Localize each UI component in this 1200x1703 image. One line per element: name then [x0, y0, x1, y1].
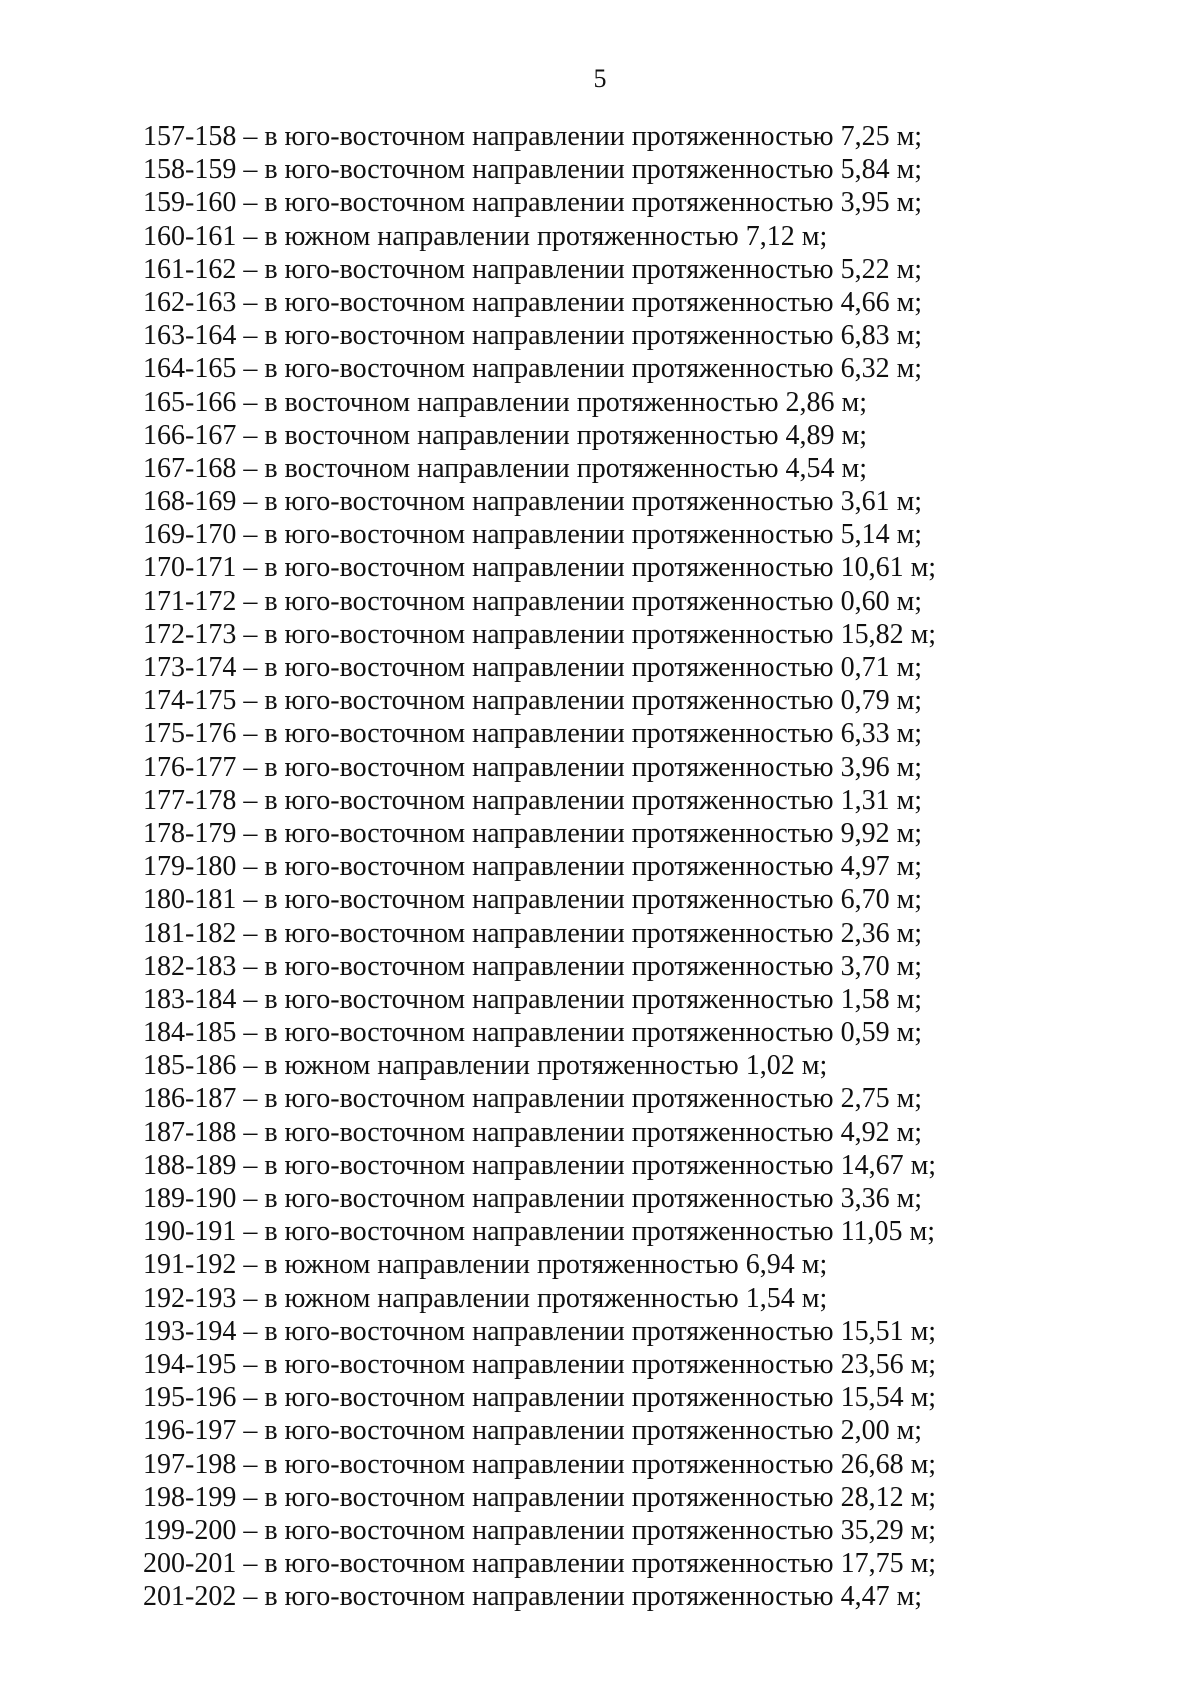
segment-line: 199-200 – в юго-восточном направлении протяженностью 35,29 м; — [143, 1514, 937, 1546]
segment-line: 174-175 – в юго-восточном направлении протяженностью 0,79 м; — [143, 685, 923, 717]
segment-line: 166-167 – в восточном направлении протяженностью 4,89 м; — [143, 419, 868, 451]
segment-line: 194-195 – в юго-восточном направлении протяженностью 23,56 м; — [143, 1348, 937, 1380]
segment-line: 172-173 – в юго-восточном направлении протяженностью 15,82 м; — [143, 618, 937, 650]
segment-line: 185-186 – в южном направлении протяженностью 1,02 м; — [143, 1050, 828, 1082]
segment-line: 196-197 – в юго-восточном направлении протяженностью 2,00 м; — [143, 1415, 923, 1447]
segment-line: 162-163 – в юго-восточном направлении протяженностью 4,66 м; — [143, 286, 923, 318]
segment-line: 175-176 – в юго-восточном направлении протяженностью 6,33 м; — [143, 718, 923, 750]
segment-line: 159-160 – в юго-восточном направлении протяженностью 3,95 м; — [143, 187, 923, 219]
segment-line: 160-161 – в южном направлении протяженностью 7,12 м; — [143, 220, 828, 252]
segment-line: 168-169 – в юго-восточном направлении протяженностью 3,61 м; — [143, 486, 923, 518]
segment-line: 193-194 – в юго-восточном направлении протяженностью 15,51 м; — [143, 1315, 937, 1347]
segment-line: 186-187 – в юго-восточном направлении протяженностью 2,75 м; — [143, 1083, 923, 1115]
segment-line: 181-182 – в юго-восточном направлении протяженностью 2,36 м; — [143, 917, 923, 949]
boundary-segment-list — [143, 120, 1143, 1613]
segment-line: 182-183 – в юго-восточном направлении протяженностью 3,70 м; — [143, 950, 923, 982]
segment-line: 165-166 – в восточном направлении протяженностью 2,86 м; — [143, 386, 868, 418]
segment-line: 184-185 – в юго-восточном направлении протяженностью 0,59 м; — [143, 1017, 923, 1049]
segment-line: 191-192 – в южном направлении протяженностью 6,94 м; — [143, 1249, 828, 1281]
segment-line: 158-159 – в юго-восточном направлении протяженностью 5,84 м; — [143, 154, 923, 186]
segment-line: 178-179 – в юго-восточном направлении протяженностью 9,92 м; — [143, 817, 923, 849]
segment-line: 161-162 – в юго-восточном направлении протяженностью 5,22 м; — [143, 253, 923, 285]
segment-line: 177-178 – в юго-восточном направлении протяженностью 1,31 м; — [143, 784, 923, 816]
segment-line: 176-177 – в юго-восточном направлении протяженностью 3,96 м; — [143, 751, 923, 783]
segment-line: 190-191 – в юго-восточном направлении протяженностью 11,05 м; — [143, 1216, 936, 1248]
segment-line: 170-171 – в юго-восточном направлении протяженностью 10,61 м; — [143, 552, 937, 584]
segment-line: 180-181 – в юго-восточном направлении протяженностью 6,70 м; — [143, 884, 923, 916]
segment-line: 179-180 – в юго-восточном направлении протяженностью 4,97 м; — [143, 851, 923, 883]
segment-line: 164-165 – в юго-восточном направлении протяженностью 6,32 м; — [143, 353, 923, 385]
segment-line: 163-164 – в юго-восточном направлении протяженностью 6,83 м; — [143, 320, 923, 352]
segment-line: 171-172 – в юго-восточном направлении протяженностью 0,60 м; — [143, 585, 923, 617]
page-number: 5 — [593, 64, 607, 93]
segment-line: 167-168 – в восточном направлении протяженностью 4,54 м; — [143, 452, 868, 484]
segment-line: 198-199 – в юго-восточном направлении протяженностью 28,12 м; — [143, 1481, 937, 1513]
segment-line: 169-170 – в юго-восточном направлении протяженностью 5,14 м; — [143, 519, 923, 551]
segment-line: 173-174 – в юго-восточном направлении протяженностью 0,71 м; — [143, 652, 923, 683]
segment-line: 157-158 – в юго-восточном направлении протяженностью 7,25 м; — [143, 121, 923, 152]
segment-line: 197-198 – в юго-восточном направлении протяженностью 26,68 м; — [143, 1448, 937, 1480]
segment-line: 183-184 – в юго-восточном направлении протяженностью 1,58 м; — [143, 983, 923, 1015]
segment-line: 192-193 – в южном направлении протяженностью 1,54 м; — [143, 1282, 828, 1314]
segment-line: 187-188 – в юго-восточном направлении протяженностью 4,92 м; — [143, 1116, 923, 1148]
segment-line: 188-189 – в юго-восточном направлении протяженностью 14,67 м; — [143, 1149, 937, 1181]
segment-line: 195-196 – в юго-восточном направлении протяженностью 15,54 м; — [143, 1382, 937, 1414]
segment-line: 189-190 – в юго-восточном направлении протяженностью 3,36 м; — [143, 1183, 923, 1214]
segment-line: 201-202 – в юго-восточном направлении протяженностью 4,47 м; — [143, 1581, 923, 1613]
segment-line: 200-201 – в юго-восточном направлении протяженностью 17,75 м; — [143, 1548, 937, 1580]
